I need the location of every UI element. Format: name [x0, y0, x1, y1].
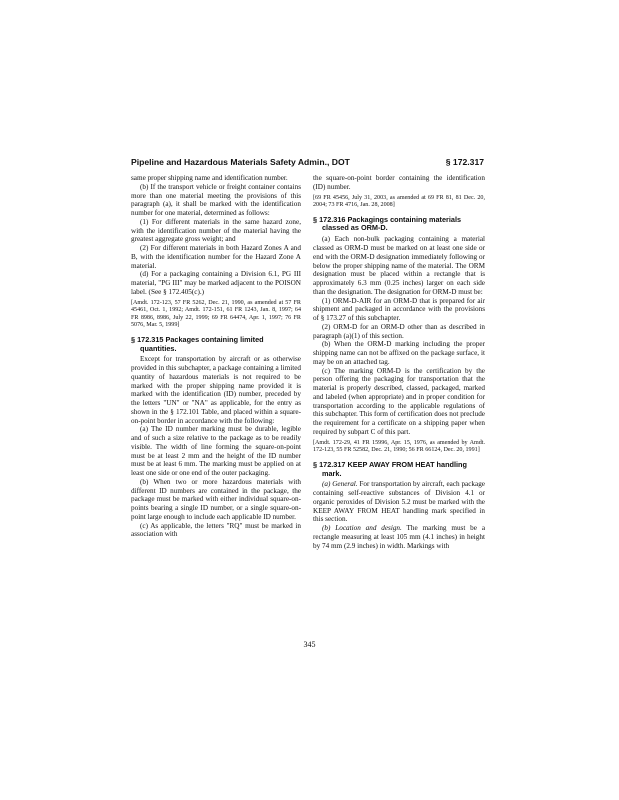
paragraph-text: For transportation by aircraft, each package containing self-reactive substances of Division 4.1 or organic peroxides of Division 5.2 must be marked with the KEEP AWAY FROM HEAT handling mark specified in this section.	[313, 480, 485, 524]
paragraph	[313, 480, 485, 524]
section-heading-172-317: § 172.317 KEEP AWAY FROM HEAT handling mark.	[313, 459, 467, 478]
citation: [69 FR 45456, July 31, 2003, as amended at 69 FR 81, 81 Dec. 20, 2004; 73 FR 4716, Jan. 28, 2008]	[313, 194, 485, 209]
paragraph: the square-on-point border containing the identification (ID) number.	[313, 174, 485, 191]
header-title: Pipeline and Hazardous Materials Safety Admin., DOT	[131, 157, 350, 167]
paragraph: (2) For different materials in both Hazard Zones A and B, with the identification number for the Hazard Zone A material.	[131, 244, 301, 270]
paragraph: (c) The marking ORM-D is the certification by the person offering the packaging for transportation that the material is properly described, classed, packaged, marked and labeled (when appropriate) and in proper condition for transportation according to the applicable regulations of this subchapter. This form of certification does not preclude the requirement for a certificate on a shipping paper when required by subpart C of this part.	[313, 366, 485, 436]
right-column	[313, 174, 485, 550]
running-header	[131, 157, 484, 171]
paragraph-label: (a) General.	[322, 480, 358, 489]
paragraph	[313, 524, 485, 550]
left-column	[131, 174, 301, 539]
paragraph: (b) If the transport vehicle or freight container contains more than one material meeting the provisions of this paragraph (a), it shall be marked with the identification number for one material, determined as follows:	[131, 182, 301, 217]
page-number: 345	[303, 640, 316, 649]
paragraph-text: The marking must be a rectangle measuring at least 105 mm (4.1 inches) in height by 74 mm (2.9 inches) in width. Markings with	[313, 524, 486, 550]
paragraph: (1) For different materials in the same hazard zone, with the identification number of the material having the greatest aggregate gross weight; and	[131, 217, 301, 244]
paragraph: same proper shipping name and identification number.	[131, 174, 288, 182]
paragraph: (b) When two or more hazardous materials with different ID numbers are contained in the package, the package must be marked with either individual square-on-points bearing a single ID number, or a single square-on-point large enough to include each applicable ID number.	[131, 477, 301, 521]
paragraph: (d) For a packaging containing a Division 6.1, PG III material, "PG III" may be marked adjacent to the POISON label. (See § 172.405(c).)	[131, 270, 301, 296]
section-heading-172-315: § 172.315 Packages containing limited quantities.	[131, 334, 264, 353]
citation: [Amdt. 172-29, 41 FR 15996, Apr. 15, 1976, as amended by Amdt. 172-123, 55 FR 52582, Dec. 21, 1990; 56 FR 66124, Dec. 20, 1991]	[313, 439, 485, 454]
paragraph-label: (b) Location and design.	[322, 524, 402, 533]
paragraph: (1) ORM-D-AIR for an ORM-D that is prepared for air shipment and packaged in accordance with the provisions of § 173.27 of this subchapter.	[313, 296, 485, 323]
paragraph: (a) Each non-bulk packaging containing a material classed as ORM-D must be marked on at least one side or end with the ORM-D designation immediately following or below the proper shipping name of the material. The ORM designation must be placed within a rectangle that is approximately 6.3 mm (0.25 inches) larger on each side than the designation. The designation for ORM-D must be:	[313, 235, 485, 296]
paragraph: (b) When the ORM-D marking including the proper shipping name can not be affixed on the package surface, it may be on an attached tag.	[313, 340, 485, 366]
paragraph: Except for transportation by aircraft or as otherwise provided in this subchapter, a package containing a limited quantity of hazardous materials is not required to be marked with the proper shipping name provided it is marked with the identification (ID) number, preceded by the letters "UN" or "NA" as applicable, for the entry as shown in the § 172.101 Table, and placed within a square-on-point border in accordance with the following:	[131, 355, 301, 425]
header-section: § 172.317	[445, 157, 484, 167]
paragraph: (c) As applicable, the letters "RQ" must be marked in association with	[131, 521, 301, 539]
paragraph: (a) The ID number marking must be durable, legible and of such a size relative to the package as to be readily visible. The width of line forming the square-on-point must be at least 2 mm and the height of the ID number must be at least 6 mm. The marking must be applied on at least one side or one end of the outer packaging.	[131, 425, 301, 478]
section-heading-172-316: § 172.316 Packagings containing materials classed as ORM-D.	[313, 214, 462, 233]
citation: [Amdt. 172-123, 57 FR 5262, Dec. 21, 1990, as amended at 57 FR 45461, Oct. 1, 1992; Amdt. 172-151, 61 FR 1243, Jan. 8, 1997; 64 FR 8986, 8986, July 22, 1999; 69 FR 64474, Apr. 1, 1997; 76 FR 5076, Mar. 5, 1999]	[131, 299, 301, 329]
paragraph: (2) ORM-D for an ORM-D other than as described in paragraph (a)(1) of this section.	[313, 322, 485, 340]
